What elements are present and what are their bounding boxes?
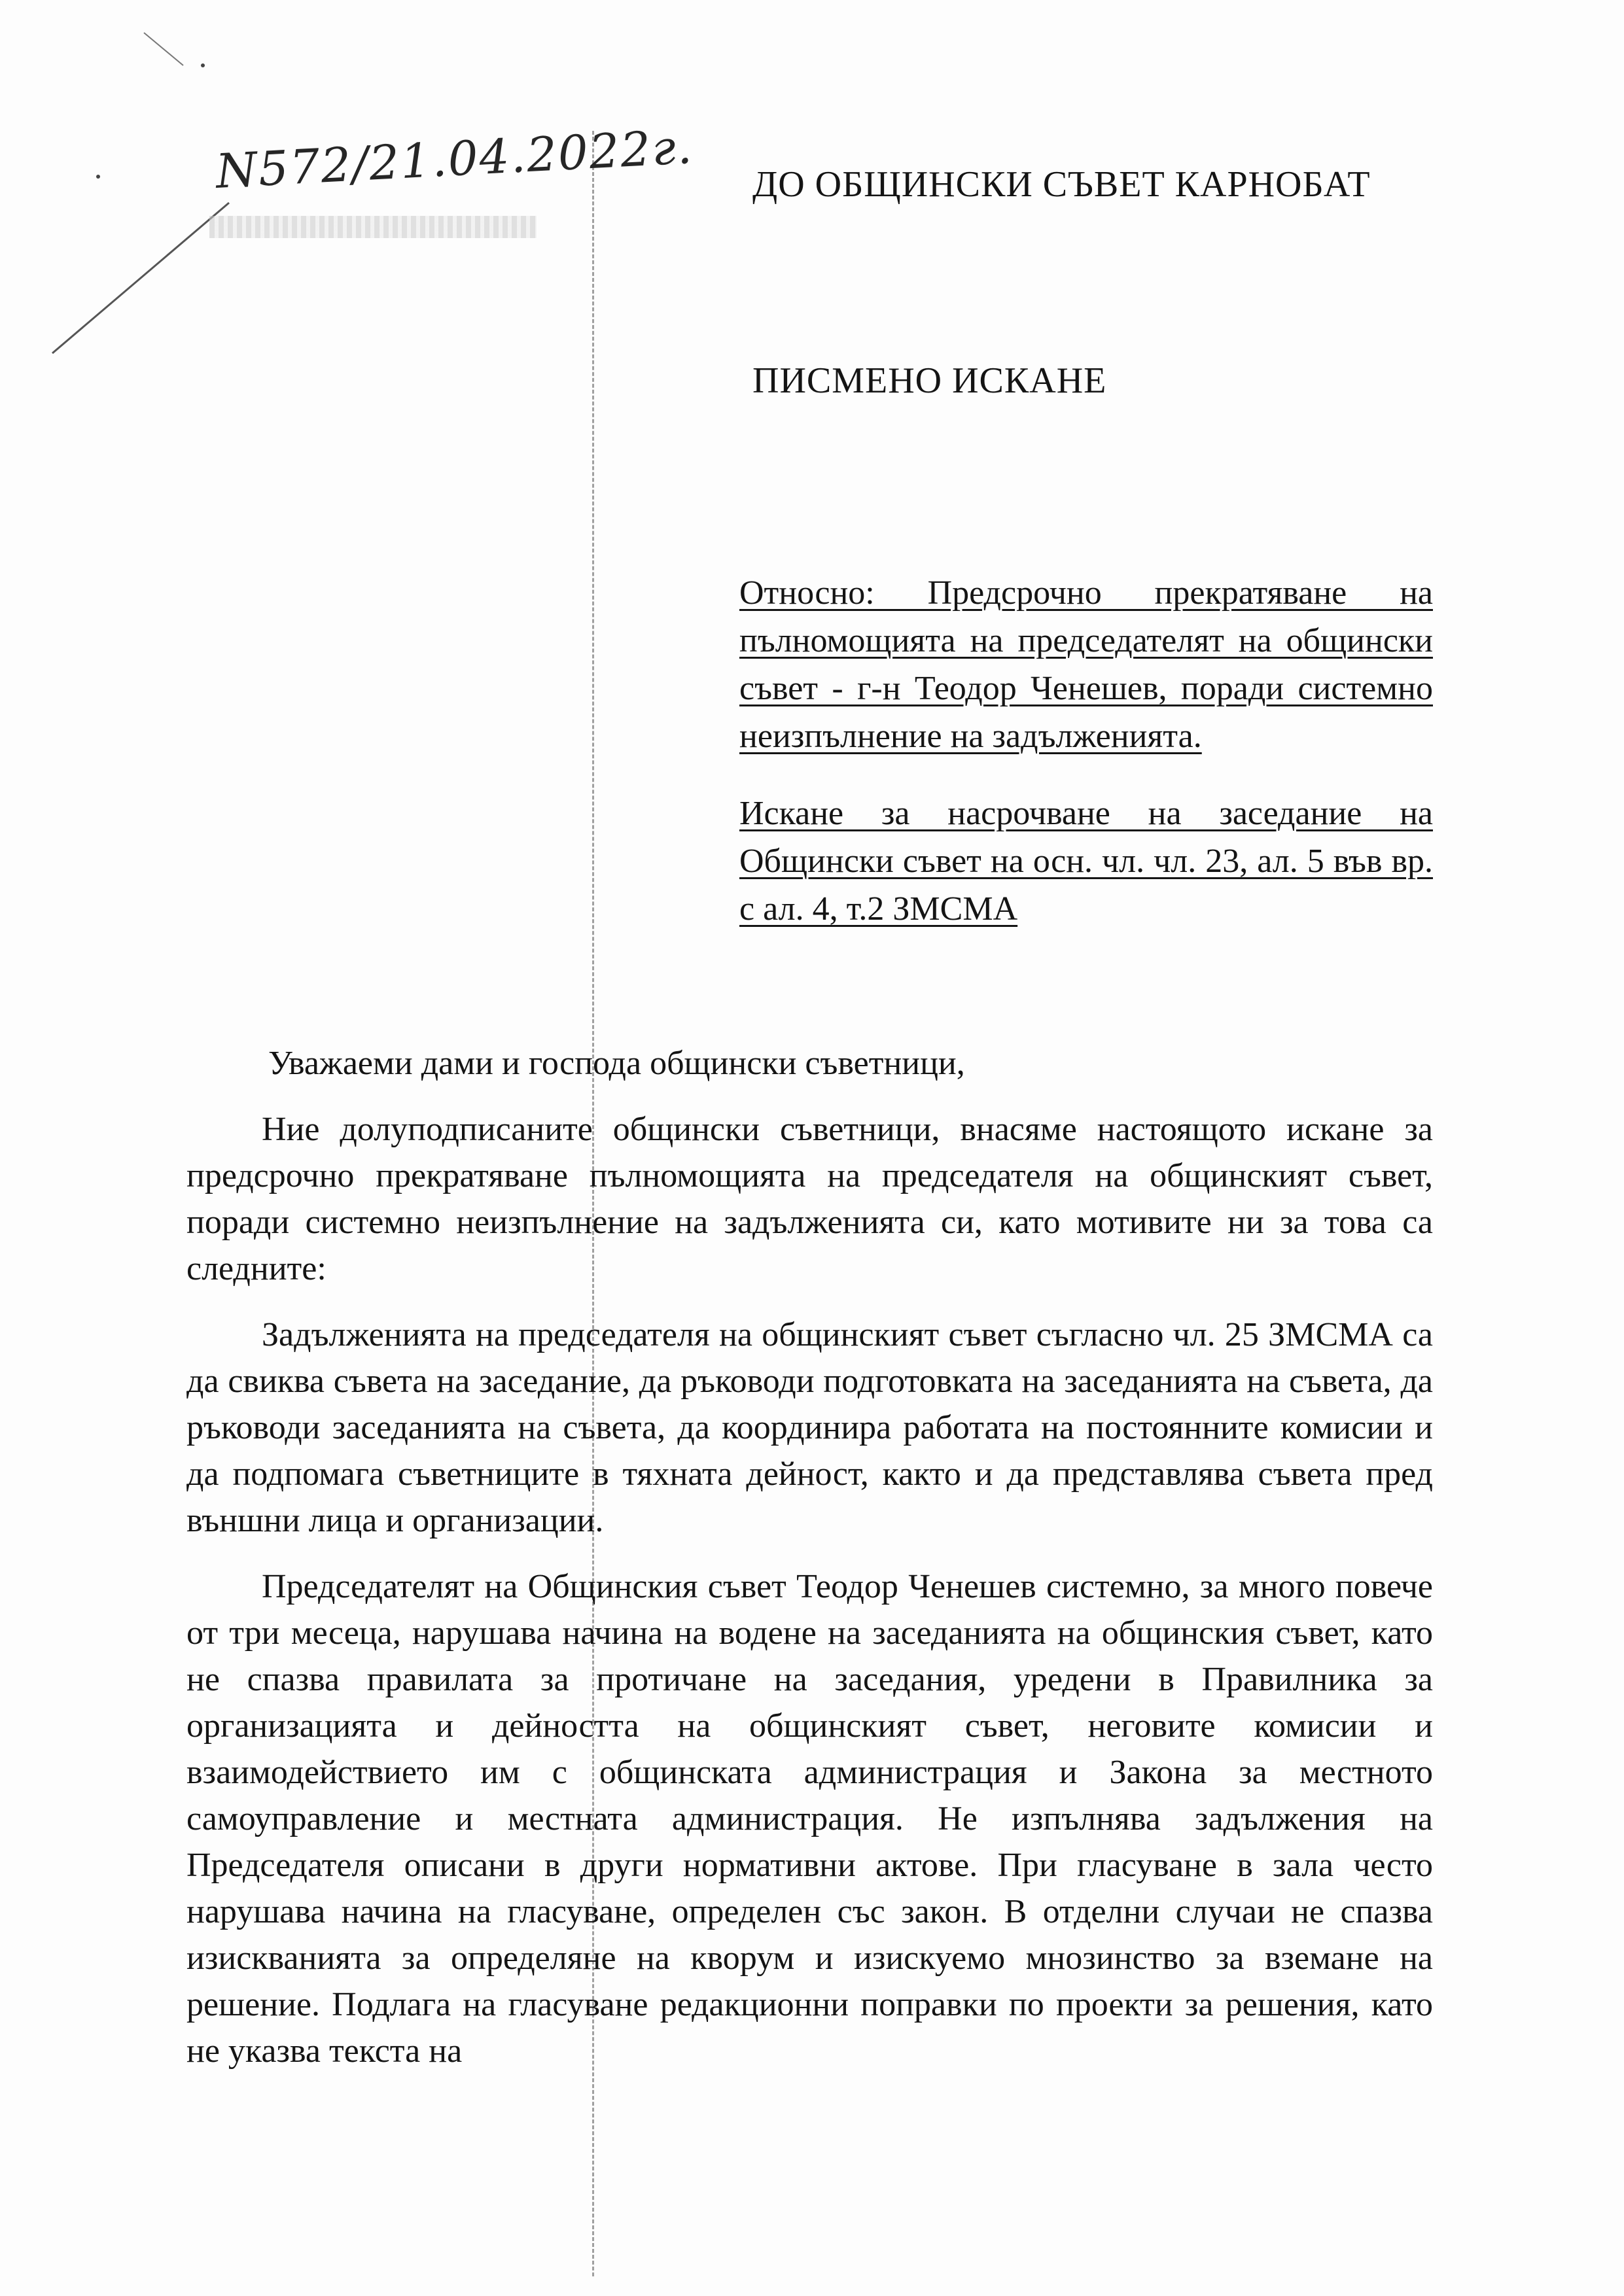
- handwritten-registration-number: N572/21.04.2022г.: [214, 118, 695, 199]
- body-paragraph-3: Председателят на Общинския съвет Теодор Ченешев системно, за много повече от три месеца, нарушава начина на водене на заседанията на общинския съвет, като не спазва правилата за протичане на заседания, уредени в Правилника за организацията и дейността на общинският съвет, неговите комисии и взаимодействието им с общинската администрация и Закона за местното самоуправление и местната администрация. Не изпълнява задължения на Председателя описани в други нормативни актове. При гласуване в зала често нарушава начина на гласуване, определен със закон. В отделни случаи не спазва изискванията за определяне на кворум и изискуемо мнозинство за вземане на решение. Подлага на гласуване редакционни поправки по проекти за решения, като не указва текста на: [186, 1568, 1433, 2070]
- scan-corner-mark: [13, 13, 380, 379]
- subject-request: Искане за насрочване на заседание на Общински съвет на осн. чл. чл. 23, ал. 5 във вр. с ал. 4, т.2 ЗМСМА: [739, 795, 1433, 928]
- salutation: Уважаеми дами и господа общински съветници,: [268, 1045, 965, 1082]
- subject-regarding: Относно: Предсрочно прекратяване на пълномощията на председателят на общински съвет - г-н Теодор Ченешев, поради системно неизпълнение на задълженията.: [739, 574, 1433, 755]
- document-type: ПИСМЕНО ИСКАНЕ: [752, 360, 1107, 401]
- addressee: ДО ОБЩИНСКИ СЪВЕТ КАРНОБАТ: [752, 164, 1371, 205]
- subject-block: [739, 569, 1433, 933]
- faded-stamp: [209, 216, 537, 238]
- body-paragraph-1: Ние долуподписаните общински съветници, внасяме настоящото искане за предсрочно прекратяване пълномощията на председателя на общинският съвет, поради системно неизпълнение на задълженията си, като мотивите ни за това са следните:: [186, 1111, 1433, 1287]
- letter-body: [186, 1040, 1433, 2094]
- body-paragraph-2: Задълженията на председателя на общинският съвет съгласно чл. 25 ЗМСМА са да свиква съвета на заседание, да ръководи подготовката на заседанията на съвета, да ръководи заседанията на съвета, да координира работата на постоянните комисии и да подпомага съветниците в тяхната дейност, както и да представлява съвета пред външни лица и организации.: [186, 1316, 1433, 1539]
